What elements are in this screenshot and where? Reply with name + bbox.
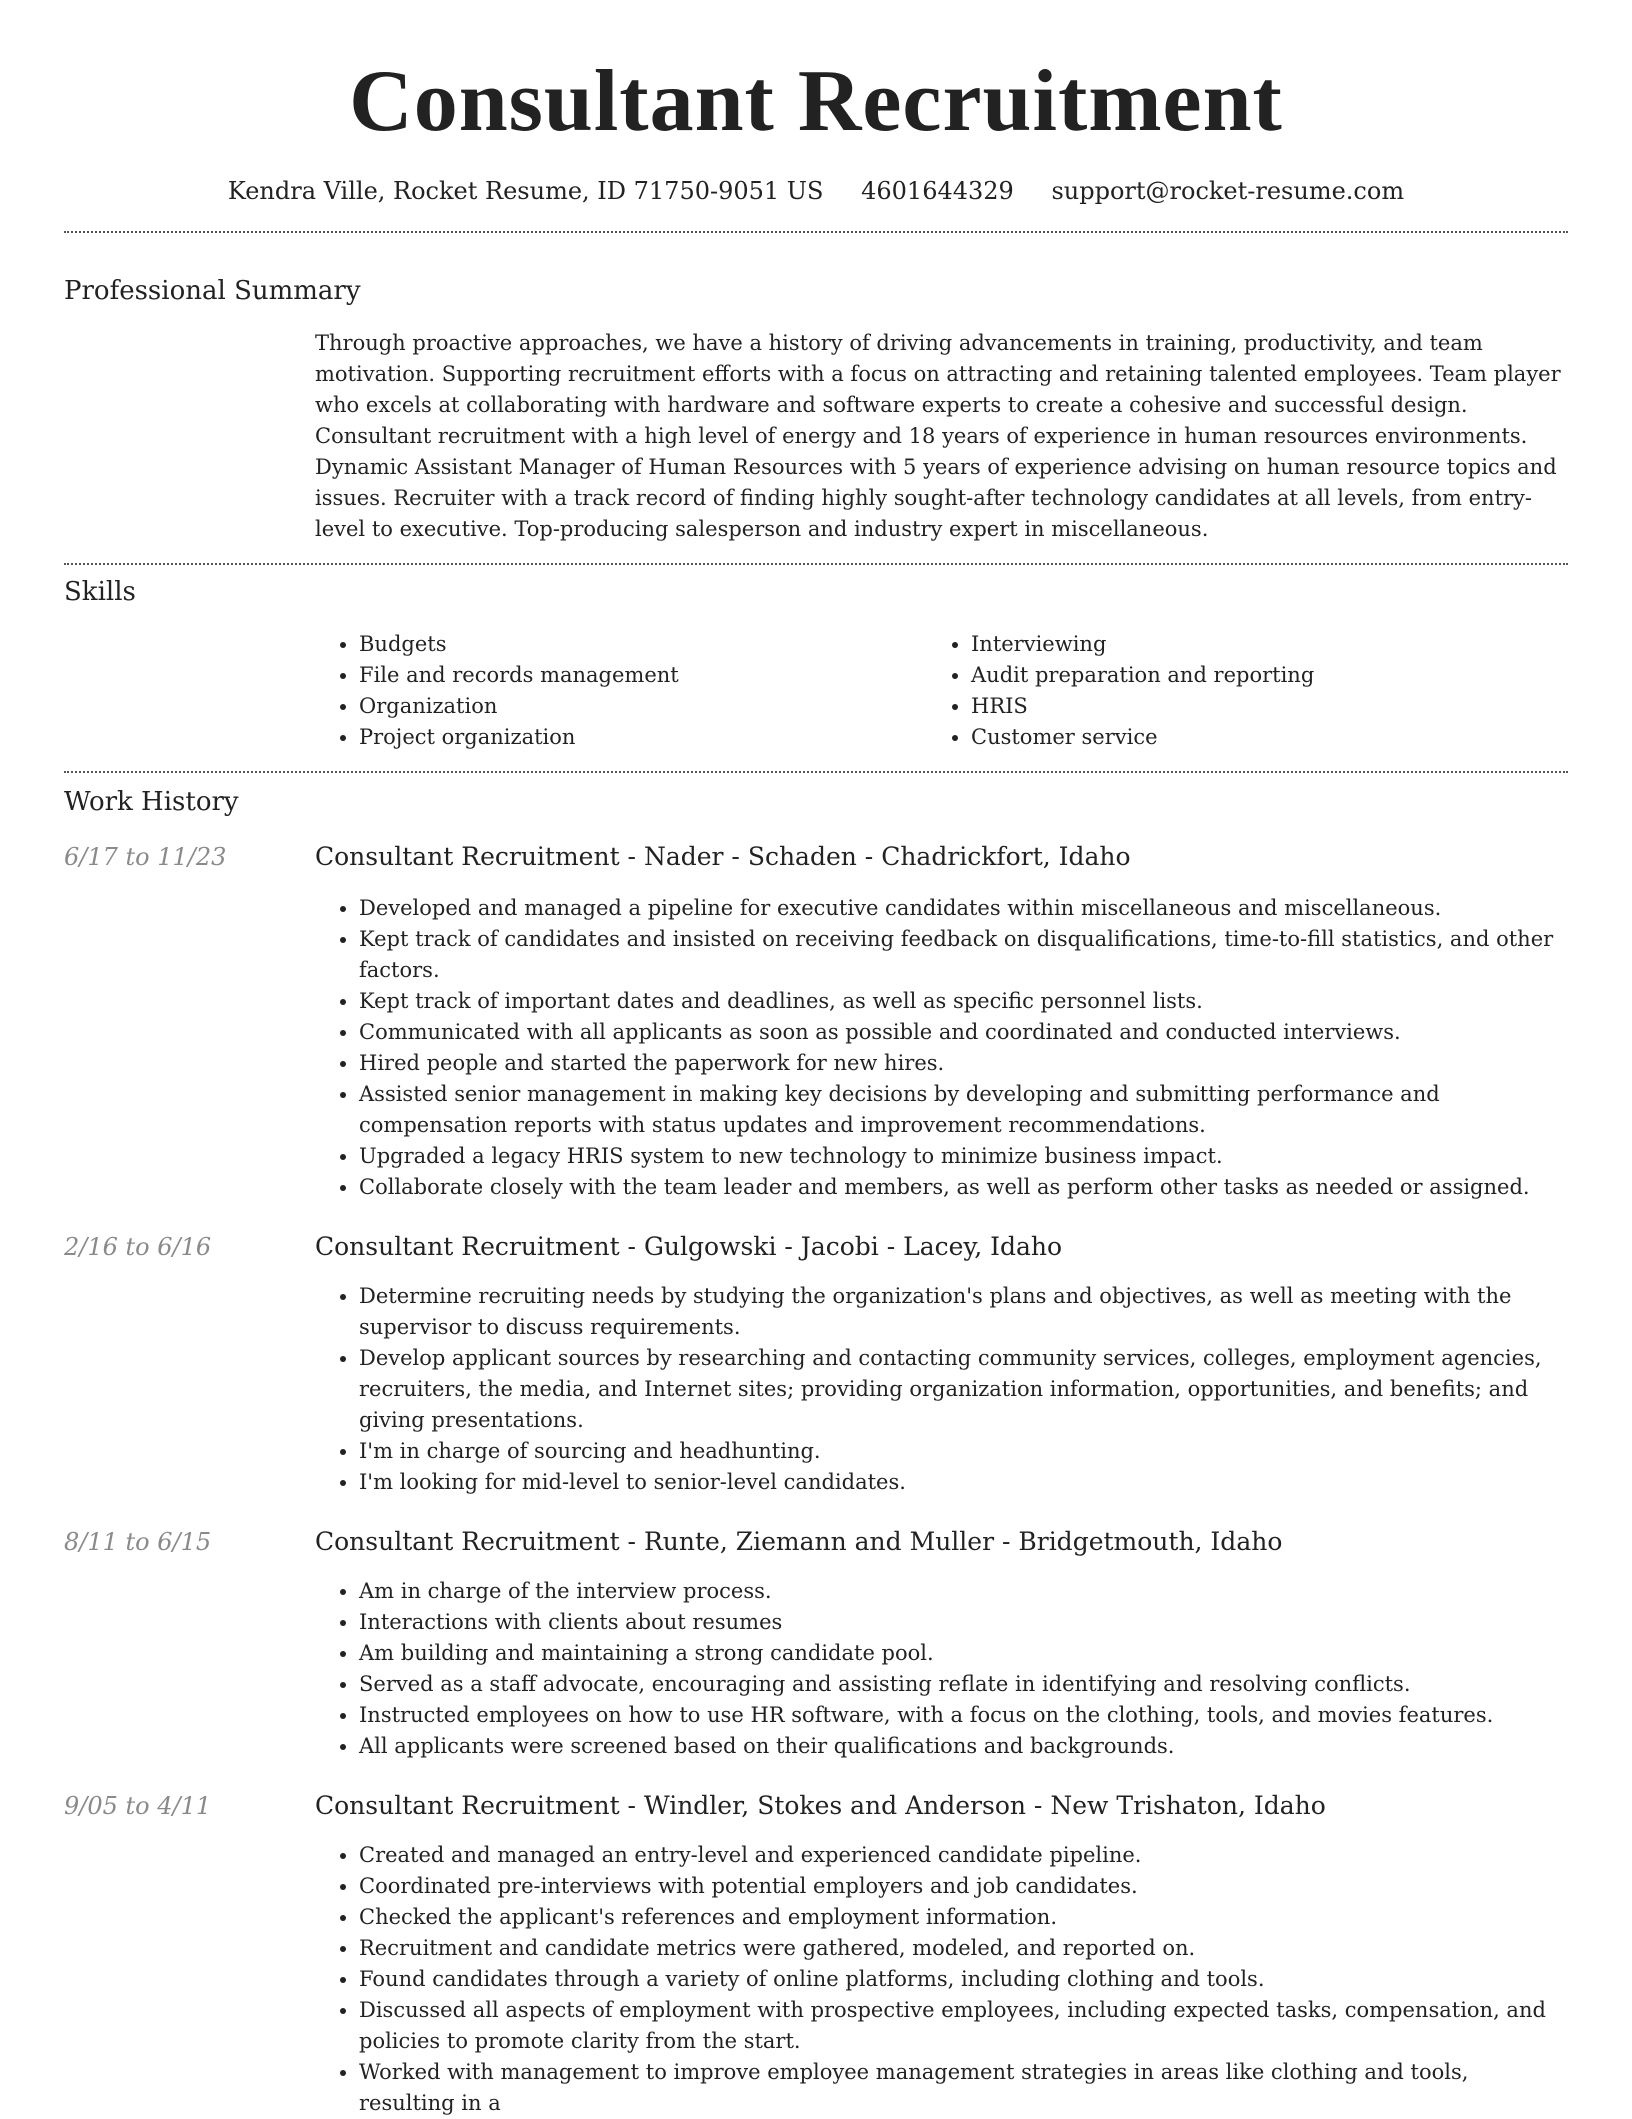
job-header <box>64 1526 1568 1558</box>
job-bullet: • Develop applicant sources by researching and contacting community services, colleges, employment agencies, recruiters, the media, and Internet sites; providing organization information, opportunities, and benefits; and giving presentations. <box>359 1343 1568 1436</box>
job-bullet: • Hired people and started the paperwork for new hires. <box>359 1048 1568 1079</box>
job-bullet: • Checked the applicant's references and employment information. <box>359 1902 1568 1933</box>
divider <box>64 563 1568 565</box>
job-dates: 2/16 to 6/16 <box>64 1233 212 1261</box>
resume-page <box>64 0 1568 2119</box>
job-bullet: • Recruitment and candidate metrics were gathered, modeled, and reported on. <box>359 1933 1568 1964</box>
job-dates: 6/17 to 11/23 <box>64 843 227 871</box>
job-bullet: • Interactions with clients about resumes <box>359 1607 1568 1638</box>
job-bullet: • Am building and maintaining a strong candidate pool. <box>359 1638 1568 1669</box>
job-bullet: • I'm in charge of sourcing and headhunting. <box>359 1436 1568 1467</box>
summary-text: Through proactive approaches, we have a history of driving advancements in training, productivity, and team motivation. Supporting recruitment efforts with a focus on attracting and retaining talented employees. Team player who excels at collaborating with hardware and software experts to create a cohesive and successful design. Consultant recruitment with a high level of energy and 18 years of experience in human resources environments. Dynamic Assistant Manager of Human Resources with 5 years of experience advising on human resource topics and issues. Recruiter with a track record of finding highly sought-after technology candidates at all levels, from entry-level to executive. Top-producing salesperson and industry expert in miscellaneous. <box>315 331 1561 541</box>
skill-item: • Interviewing <box>971 629 1543 660</box>
skill-item: • Budgets <box>359 629 931 660</box>
job-bullet: • Kept track of candidates and insisted on receiving feedback on disqualifications, time-to-fill statistics, and other factors. <box>359 924 1568 986</box>
job-bullet: • Discussed all aspects of employment with prospective employees, including expected tasks, compensation, and policies to promote clarity from the start. <box>359 1995 1568 2057</box>
divider <box>64 771 1568 773</box>
job-title: Consultant Recruitment - Windler, Stokes and Anderson - New Trishaton, Idaho <box>315 1791 1326 1820</box>
job-dates: 8/11 to 6/15 <box>64 1528 212 1556</box>
skill-item: • Audit preparation and reporting <box>971 660 1543 691</box>
job-dates: 9/05 to 4/11 <box>64 1792 212 1820</box>
contact-email: support@rocket-resume.com <box>1051 177 1405 205</box>
job-bullets <box>315 1840 1568 2119</box>
job-bullet: • Communicated with all applicants as soon as possible and coordinated and conducted interviews. <box>359 1017 1568 1048</box>
divider <box>64 231 1568 233</box>
job-bullets <box>315 1281 1568 1498</box>
job-bullet: • Created and managed an entry-level and experienced candidate pipeline. <box>359 1840 1568 1871</box>
job-entry <box>64 1231 1568 1498</box>
resume-name: Consultant Recruitment <box>349 53 1283 150</box>
job-bullet: • Worked with management to improve employee management strategies in areas like clothing and tools, resulting in a <box>359 2057 1568 2119</box>
skill-item: • Organization <box>359 691 931 722</box>
job-bullet: • Developed and managed a pipeline for executive candidates within miscellaneous and miscellaneous. <box>359 893 1568 924</box>
job-bullet: • Kept track of important dates and deadlines, as well as specific personnel lists. <box>359 986 1568 1017</box>
job-bullet: • Coordinated pre-interviews with potential employers and job candidates. <box>359 1871 1568 1902</box>
job-bullet: • I'm looking for mid-level to senior-level candidates. <box>359 1467 1568 1498</box>
contact-line <box>64 174 1568 208</box>
skill-item: • Project organization <box>359 722 931 753</box>
job-entry <box>64 841 1568 1203</box>
job-bullet: • Collaborate closely with the team leader and members, as well as perform other tasks as needed or assigned. <box>359 1172 1568 1203</box>
job-title: Consultant Recruitment - Runte, Ziemann and Muller - Bridgetmouth, Idaho <box>315 1527 1283 1556</box>
job-header <box>64 1790 1568 1822</box>
job-header <box>64 1231 1568 1263</box>
job-title: Consultant Recruitment - Gulgowski - Jacobi - Lacey, Idaho <box>315 1232 1063 1261</box>
job-bullet: • Instructed employees on how to use HR software, with a focus on the clothing, tools, and movies features. <box>359 1700 1568 1731</box>
job-entry <box>64 1790 1568 2119</box>
job-bullet: • Found candidates through a variety of online platforms, including clothing and tools. <box>359 1964 1568 1995</box>
job-bullets <box>315 893 1568 1203</box>
job-title: Consultant Recruitment - Nader - Schaden - Chadrickfort, Idaho <box>315 842 1131 871</box>
summary-heading: Professional Summary <box>64 276 361 306</box>
job-bullet: • All applicants were screened based on their qualifications and backgrounds. <box>359 1731 1568 1762</box>
contact-phone: 4601644329 <box>861 177 1014 205</box>
job-entry <box>64 1526 1568 1762</box>
skills-list <box>315 629 1568 753</box>
skill-item: • File and records management <box>359 660 931 691</box>
work-heading: Work History <box>64 787 239 817</box>
job-bullets <box>315 1576 1568 1762</box>
job-bullet: • Determine recruiting needs by studying the organization's plans and objectives, as well as meeting with the supervisor to discuss requirements. <box>359 1281 1568 1343</box>
job-header <box>64 841 1568 873</box>
summary-section <box>64 274 1568 545</box>
skills-column-right <box>931 629 1543 753</box>
skills-heading: Skills <box>64 577 136 607</box>
job-bullet: • Assisted senior management in making key decisions by developing and submitting performance and compensation reports with status updates and improvement recommendations. <box>359 1079 1568 1141</box>
job-bullet: • Upgraded a legacy HRIS system to new technology to minimize business impact. <box>359 1141 1568 1172</box>
job-bullet: • Served as a staff advocate, encouraging and assisting reflate in identifying and resolving conflicts. <box>359 1669 1568 1700</box>
skill-item: • Customer service <box>971 722 1543 753</box>
job-bullet: • Am in charge of the interview process. <box>359 1576 1568 1607</box>
contact-address: Kendra Ville, Rocket Resume, ID 71750-9051 US <box>227 177 824 205</box>
skill-item: • HRIS <box>971 691 1543 722</box>
work-section <box>64 785 1568 2119</box>
skills-section <box>64 575 1568 753</box>
skills-column-left <box>315 629 931 753</box>
